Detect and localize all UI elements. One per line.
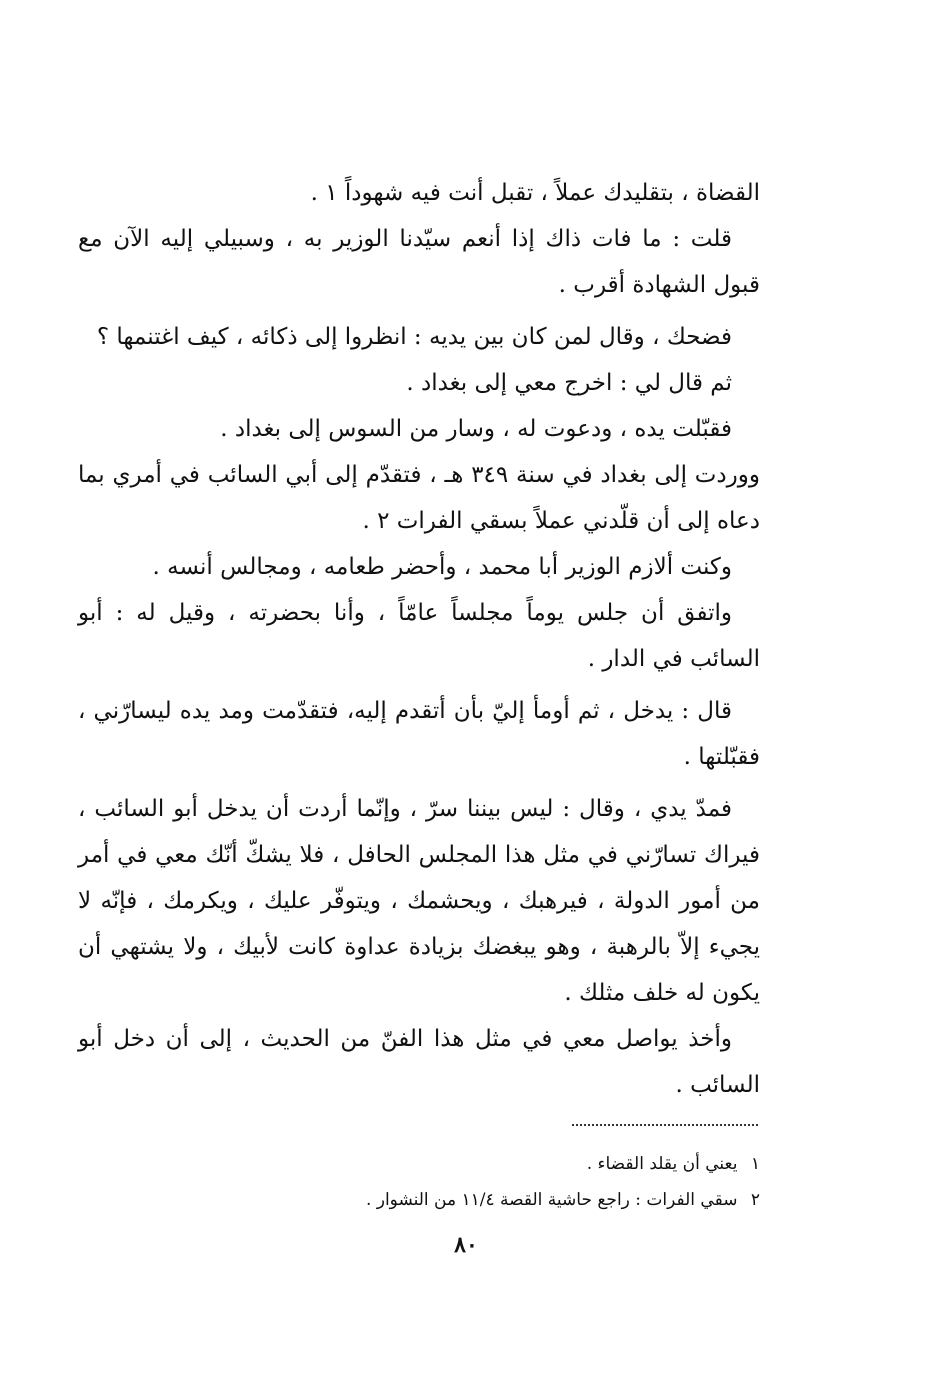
- footnote-divider: [572, 1124, 758, 1126]
- paragraph: وكنت ألازم الوزير أبا محمد ، وأحضر طعامه ، ومجالس أنسه .: [152, 554, 732, 580]
- paragraph: ثم قال لي : اخرج معي إلى بغداد .: [406, 370, 732, 396]
- paragraph: فمدّ يدي ، وقال : ليس بيننا سرّ ، وإنّما أردت أن يدخل أبو السائب ، فيراك تسارّني في مثل هذا المجلس الحافل ، فلا يشكّ أنّك معي في أمر من أمور الدولة ، فيرهبك ، ويحشمك ، ويتوفّر عليك ، ويكرمك ، فإنّه لا يجيء إلاّ بالرهبة ، وهو يبغضك بزيادة عداوة كانت لأبيك ، ولا يشتهي أن يكون له خلف مثلك .: [78, 796, 760, 1006]
- paragraph: ووردت إلى بغداد في سنة ٣٤٩ هـ ، فتقدّم إلى أبي السائب في أمري بما دعاه إلى أن قلّدني عملاً بسقي الفرات ٢ .: [78, 462, 760, 534]
- footnote-number: ١: [750, 1154, 760, 1174]
- paragraph: قلت : ما فات ذاك إذا أنعم سيّدنا الوزير به ، وسبيلي إليه الآن مع قبول الشهادة أقرب .: [78, 226, 760, 298]
- paragraph: فقبّلت يده ، ودعوت له ، وسار من السوس إلى بغداد .: [220, 416, 732, 442]
- paragraph: وأخذ يواصل معي في مثل هذا الفنّ من الحديث ، إلى أن دخل أبو السائب .: [78, 1026, 760, 1098]
- footnotes: [200, 1146, 760, 1218]
- paragraph-continuation: القضاة ، بتقليدك عملاً ، تقبل أنت فيه شهوداً ١ .: [310, 180, 760, 206]
- paragraph: قال : يدخل ، ثم أومأ إليّ بأن أتقدم إليه، فتقدّمت ومد يده ليسارّني ، فقبّلتها .: [78, 698, 760, 770]
- paragraph: واتفق أن جلس يوماً مجلساً عامّاً ، وأنا بحضرته ، وقيل له : أبو السائب في الدار .: [78, 600, 760, 672]
- footnote-text: يعني أن يقلد القضاء .: [586, 1154, 738, 1174]
- footnote-1: [200, 1146, 760, 1182]
- paragraph: فضحك ، وقال لمن كان بين يديه : انظروا إلى ذكائه ، كيف اغتنمها ؟: [96, 324, 732, 350]
- footnote-number: ٢: [750, 1190, 760, 1210]
- body-text: [78, 170, 760, 1108]
- footnote-text: سقي الفرات : راجع حاشية القصة ١١/٤ من النشوار .: [365, 1190, 738, 1210]
- page-number: ٨٠: [454, 1232, 478, 1258]
- footnote-2: [200, 1182, 760, 1218]
